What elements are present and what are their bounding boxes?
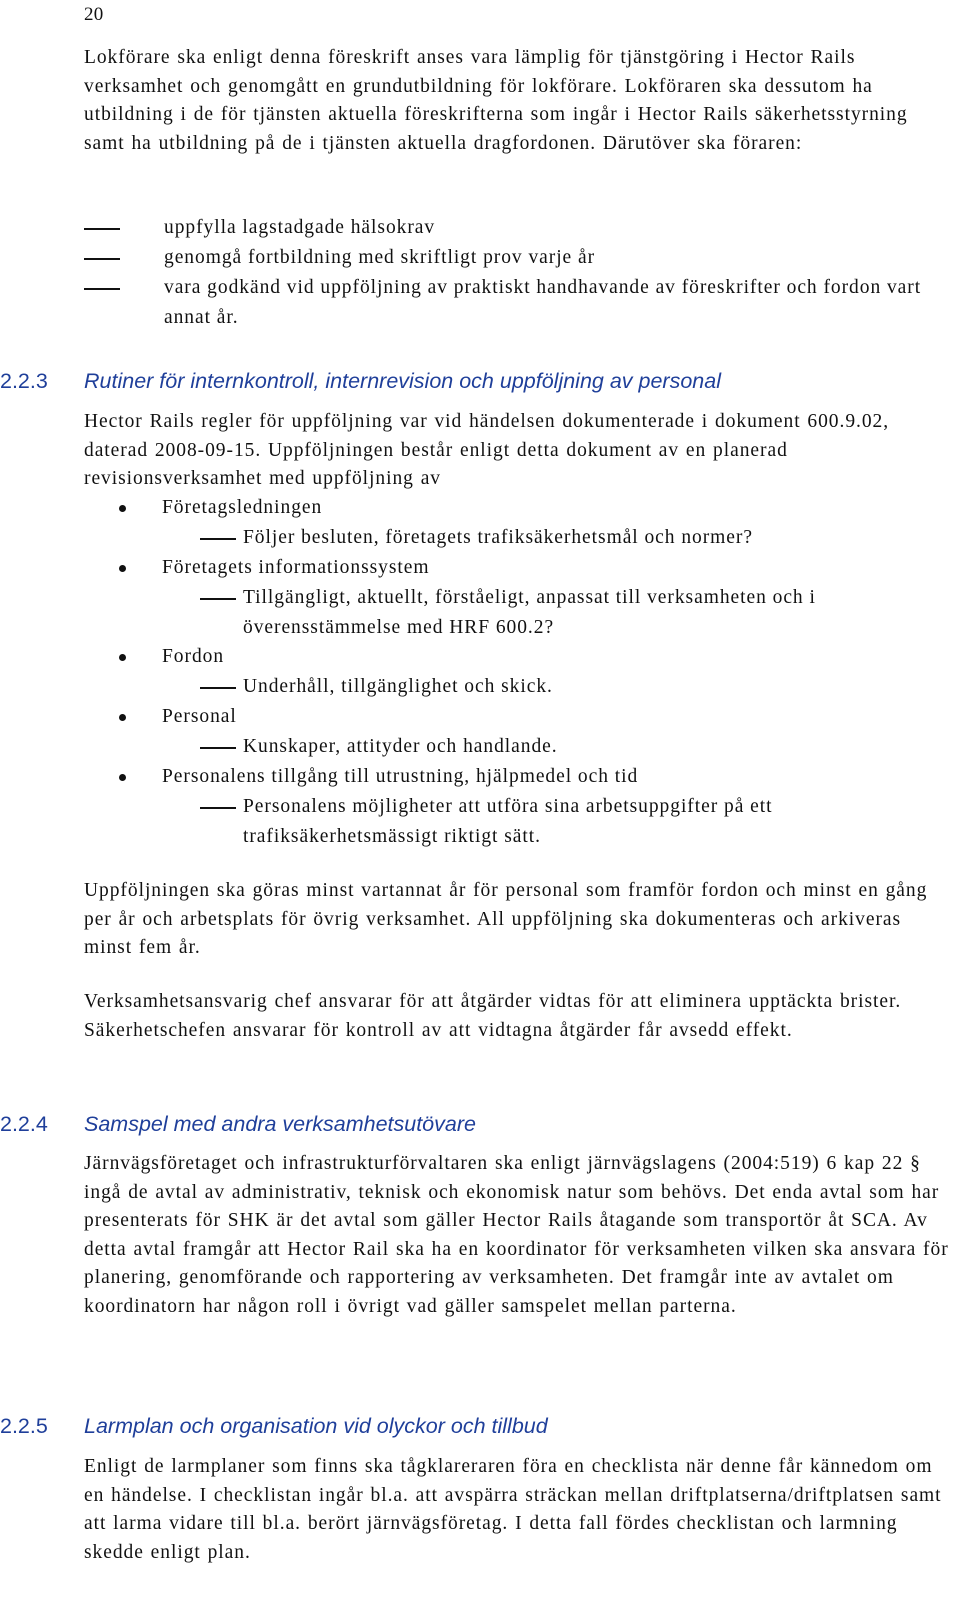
bullet-marker	[119, 505, 126, 512]
section-2-2-3-paragraph-3: Verksamhetsansvarig chef ansvarar för att åtgärder vidtas för att eliminera upptäckta brister. Säkerhetschefen ansvarar för kontroll av att vidtagna åtgärder får avsedd effekt.	[84, 991, 902, 1041]
bullet-marker	[119, 774, 126, 781]
section-2-2-5-paragraph: Enligt de larmplaner som finns ska tågklareraren föra en checklista när denne får kännedom om en händelse. I checklistan ingår bl.a. att avspärra sträckan mellan driftplatserna/driftplatsen samt att larma vidare till bl.a. berört järnvägsföretag. I detta fall fördes checklistan och larmning skedde enligt plan.	[84, 1456, 942, 1563]
page-number: 20	[84, 4, 104, 25]
section-number: 2.2.4	[0, 1112, 48, 1136]
section-2-2-3-paragraph: Hector Rails regler för uppföljning var vid händelsen dokumenterade i dokument 600.9.02, daterad 2008-09-15. Uppföljningen består enligt detta dokument av en planerad revisionsverksamhet med uppföljning av	[84, 411, 890, 490]
bullet-marker	[119, 654, 126, 661]
bullet-marker	[119, 714, 126, 721]
section-title: Samspel med andra verksamhetsutövare	[84, 1112, 476, 1136]
sub-item: Tillgängligt, aktuellt, förståeligt, anpassat till verksamheten och i överensstämmelse med HRF 600.2?	[200, 583, 946, 643]
section-2-2-4-paragraph: Järnvägsföretaget och infrastrukturförvaltaren ska enligt järnvägslagens (2004:519) 6 kap 22 § ingå de avtal av administrativ, teknisk och ekonomisk natur som behövs. Det enda avtal som har presenterats för SHK är det avtal som gäller Hector Rails åtagande som transportör åt SCA. Av detta avtal framgår att Hector Rail ska ha en koordinator för verksamheten vilken ska ansvara för planering, genomförande och rapportering av verksamheten. Det framgår inte av avtalet om koordinatorn har någon roll i övrigt vad gäller samspelet mellan parterna.	[84, 1153, 949, 1317]
dash-marker	[84, 243, 122, 260]
section-number: 2.2.3	[0, 369, 48, 393]
sub-item: Underhåll, tillgänglighet och skick.	[200, 672, 946, 702]
section-title: Rutiner för internkontroll, internrevision och uppföljning av personal	[84, 369, 721, 393]
sub-item: Personalens möjligheter att utföra sina arbetsuppgifter på ett trafiksäkerhetsmässigt riktigt sätt.	[200, 792, 946, 852]
intro-paragraph: Lokförare ska enligt denna föreskrift anses vara lämplig för tjänstgöring i Hector Rails verksamhet och genomgått en grundutbildning för lokförare. Lokföraren ska dessutom ha utbildning i de för tjänsten aktuella föreskrifterna som ingår i Hector Rails säkerhetsstyrning samt ha utbildning på de i tjänsten aktuella dragfordonen. Därutöver ska föraren:	[84, 47, 908, 154]
dash-marker	[84, 213, 122, 230]
section-2-2-3-paragraph-2: Uppföljningen ska göras minst vartannat år för personal som framför fordon och minst en gång per år och arbetsplats för övrig verksamhet. All uppföljning ska dokumenteras och arkiveras minst fem år.	[84, 880, 928, 959]
dash-marker	[84, 273, 122, 290]
intro-list-item: uppfylla lagstadgade hälsokrav	[84, 213, 950, 243]
section-number: 2.2.5	[0, 1414, 48, 1438]
dash-marker	[200, 672, 238, 689]
bullet-item-informationssystem: Företagets informationssystem	[116, 553, 946, 583]
sub-item: Följer besluten, företagets trafiksäkerhetsmål och normer?	[200, 523, 946, 553]
dash-marker	[200, 523, 238, 540]
dash-marker	[200, 583, 238, 600]
sub-item: Kunskaper, attityder och handlande.	[200, 732, 946, 762]
intro-list-item: genomgå fortbildning med skriftligt prov varje år	[84, 243, 950, 273]
intro-list-item: vara godkänd vid uppföljning av praktiskt handhavande av föreskrifter och fordon vart annat år.	[84, 273, 950, 333]
dash-marker	[200, 732, 238, 749]
bullet-item-personalens-tillgang: Personalens tillgång till utrustning, hjälpmedel och tid	[116, 762, 946, 792]
bullet-item-fordon: Fordon	[116, 642, 946, 672]
section-title: Larmplan och organisation vid olyckor och tillbud	[84, 1414, 548, 1438]
bullet-marker	[119, 565, 126, 572]
dash-marker	[200, 792, 238, 809]
bullet-item-foretagsledningen: Företagsledningen	[116, 493, 946, 523]
bullet-item-personal: Personal	[116, 702, 946, 732]
